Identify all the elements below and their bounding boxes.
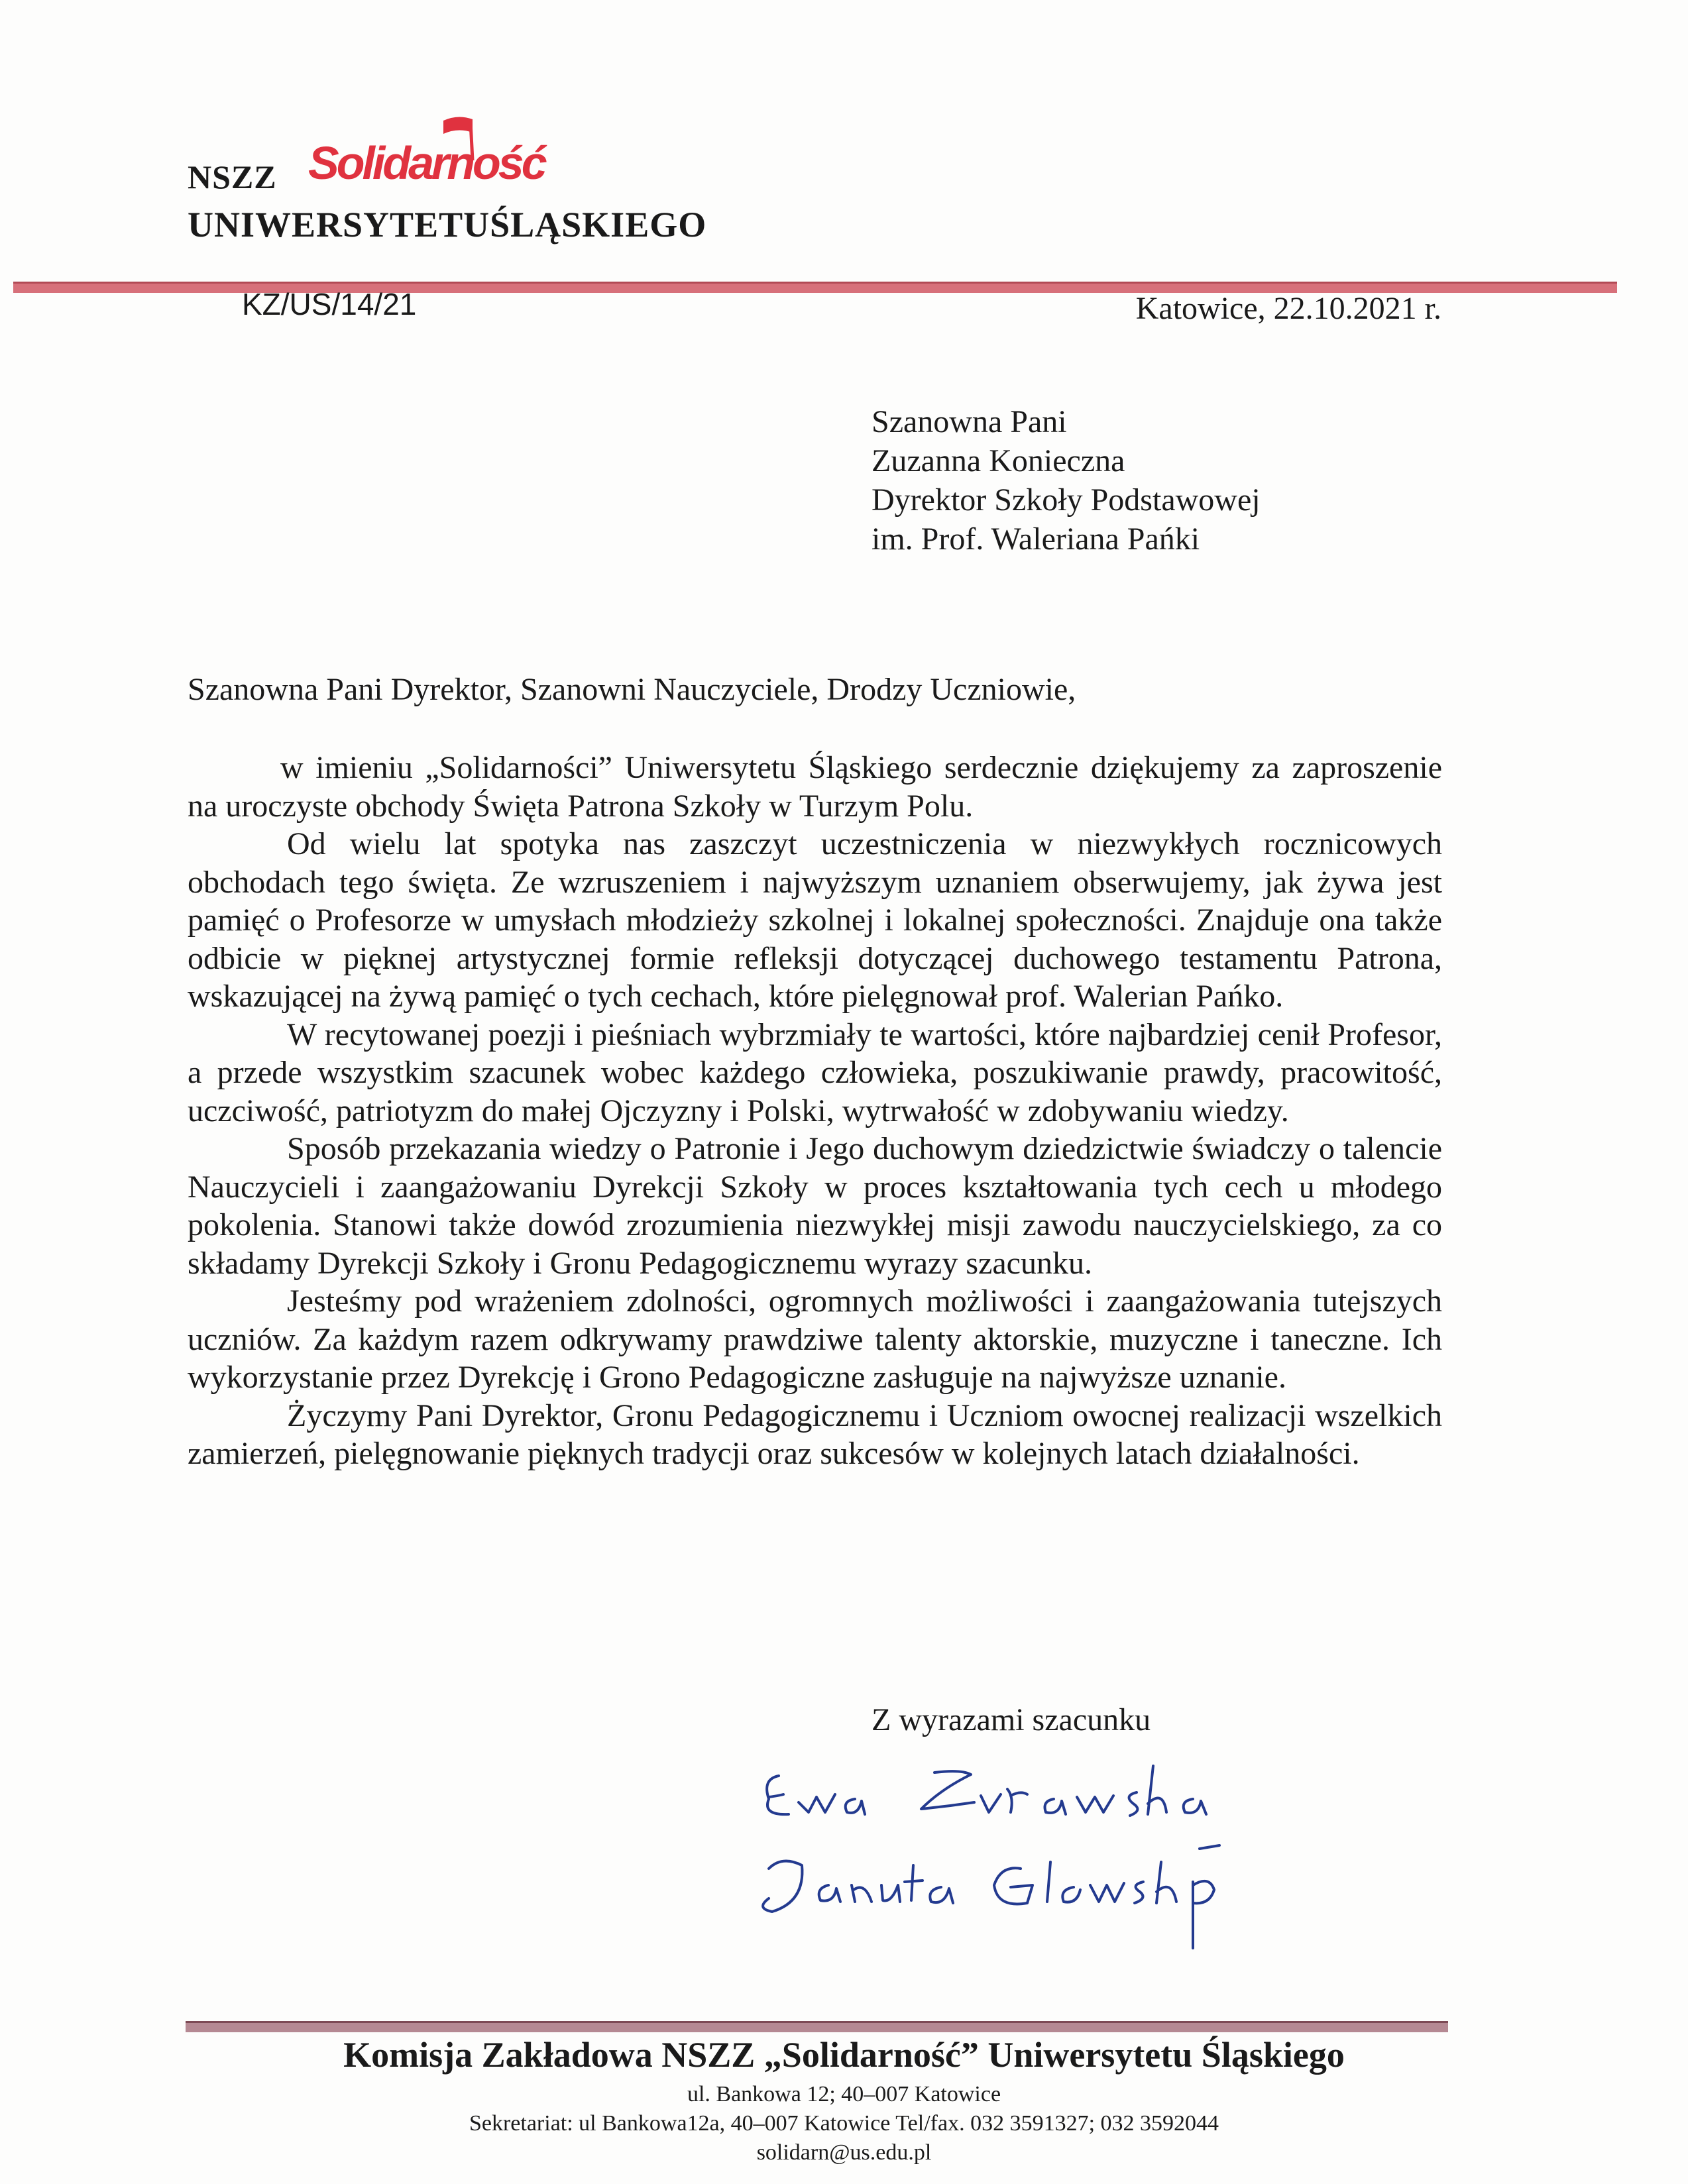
- recipient-line: Zuzanna Konieczna: [872, 443, 1125, 478]
- footer-address: ul. Bankowa 12; 40–007 Katowice: [687, 2082, 1001, 2106]
- paragraph: w imieniu „Solidarności” Uniwersytetu Śląskiego serdecznie dziękujemy za zaproszenie na uroczyste obchody Święta Patrona Szkoły w Turzym Polu.: [188, 750, 1442, 824]
- salutation: Szanowna Pani Dyrektor, Szanowni Nauczyciele, Drodzy Uczniowie,: [188, 672, 1076, 707]
- recipient-line: Szanowna Pani: [872, 404, 1067, 439]
- place-date: Katowice, 22.10.2021 r.: [1135, 291, 1441, 326]
- closing: Z wyrazami szacunku: [872, 1702, 1151, 1737]
- footer-title: Komisja Zakładowa NSZZ „Solidarność” Uniwersytetu Śląskiego: [343, 2035, 1345, 2075]
- paragraph: Sposób przekazania wiedzy o Patronie i Jego duchowym dziedzictwie świadczy o talencie Nauczycieli i zaangażowaniu Dyrekcji Szkoły w proces kształtowania tych cech u młodego pokolenia. Stanowi także dowód zrozumienia niezwykłej misji zawodu nauczycielskiego, za co składamy Dyrekcji Szkoły i Gronu Pedagogicznemu wyrazy szacunku.: [188, 1131, 1442, 1281]
- paragraph: W recytowanej poezji i pieśniach wybrzmiały te wartości, które najbardziej cenił Profesor, a przede wszystkim szacunek wobec każdego człowieka, poszukiwanie prawdy, pracowitość, uczciwość, patriotyzm do małej Ojczyzny i Polski, wytrwałość w zdobywaniu wiedzy.: [188, 1016, 1442, 1128]
- recipient-line: Dyrektor Szkoły Podstawowej: [872, 482, 1261, 518]
- footer-email[interactable]: solidarn@us.edu.pl: [756, 2140, 932, 2165]
- org-name: UNIWERSYTETUŚLĄSKIEGO: [188, 205, 707, 245]
- footer-secretariat: Sekretariat: ul Bankowa12a, 40–007 Katowice Tel/fax. 032 3591327; 032 3592044: [469, 2111, 1219, 2136]
- recipient-line: im. Prof. Waleriana Pańki: [872, 521, 1200, 557]
- handwritten-signatures: [742, 1749, 1339, 1955]
- letter-reference: KZ/US/14/21: [242, 287, 417, 321]
- svg-text:Solidarność: Solidarność: [308, 137, 545, 189]
- footer-divider: [186, 2021, 1448, 2032]
- paragraph: Jesteśmy pod wrażeniem zdolności, ogromnych możliwości i zaangażowania tutejszych uczniów. Za każdym razem odkrywamy prawdziwe talenty aktorskie, muzyczne i taneczne. Ich wykorzystanie przez Dyrekcję i Grono Pedagogiczne zasługuje na najwyższe uznanie.: [188, 1283, 1442, 1395]
- org-prefix: NSZZ: [188, 158, 277, 195]
- paragraph: Życzymy Pani Dyrektor, Gronu Pedagogicznemu i Uczniom owocnej realizacji wszelkich zamierzeń, pielęgnowanie pięknych tradycji oraz sukcesów w kolejnych latach działalności.: [188, 1397, 1442, 1471]
- solidarnosc-logo: [302, 113, 553, 199]
- letter-body: [188, 749, 1442, 1473]
- paragraph: Od wielu lat spotyka nas zaszczyt uczestniczenia w niezwykłych rocznicowych obchodach tego święta. Ze wzruszeniem i najwyższym uznaniem obserwujemy, jak żywa jest pamięć o Profesorze w umysłach młodzieży szkolnej i lokalnej społeczności. Znajduje ona także odbicie w pięknej artystycznej formie refleksji dotyczącej duchowego testamentu Patrona, wskazującej na żywą pamięć o tych cechach, które pielęgnował prof. Walerian Pańko.: [188, 826, 1442, 1014]
